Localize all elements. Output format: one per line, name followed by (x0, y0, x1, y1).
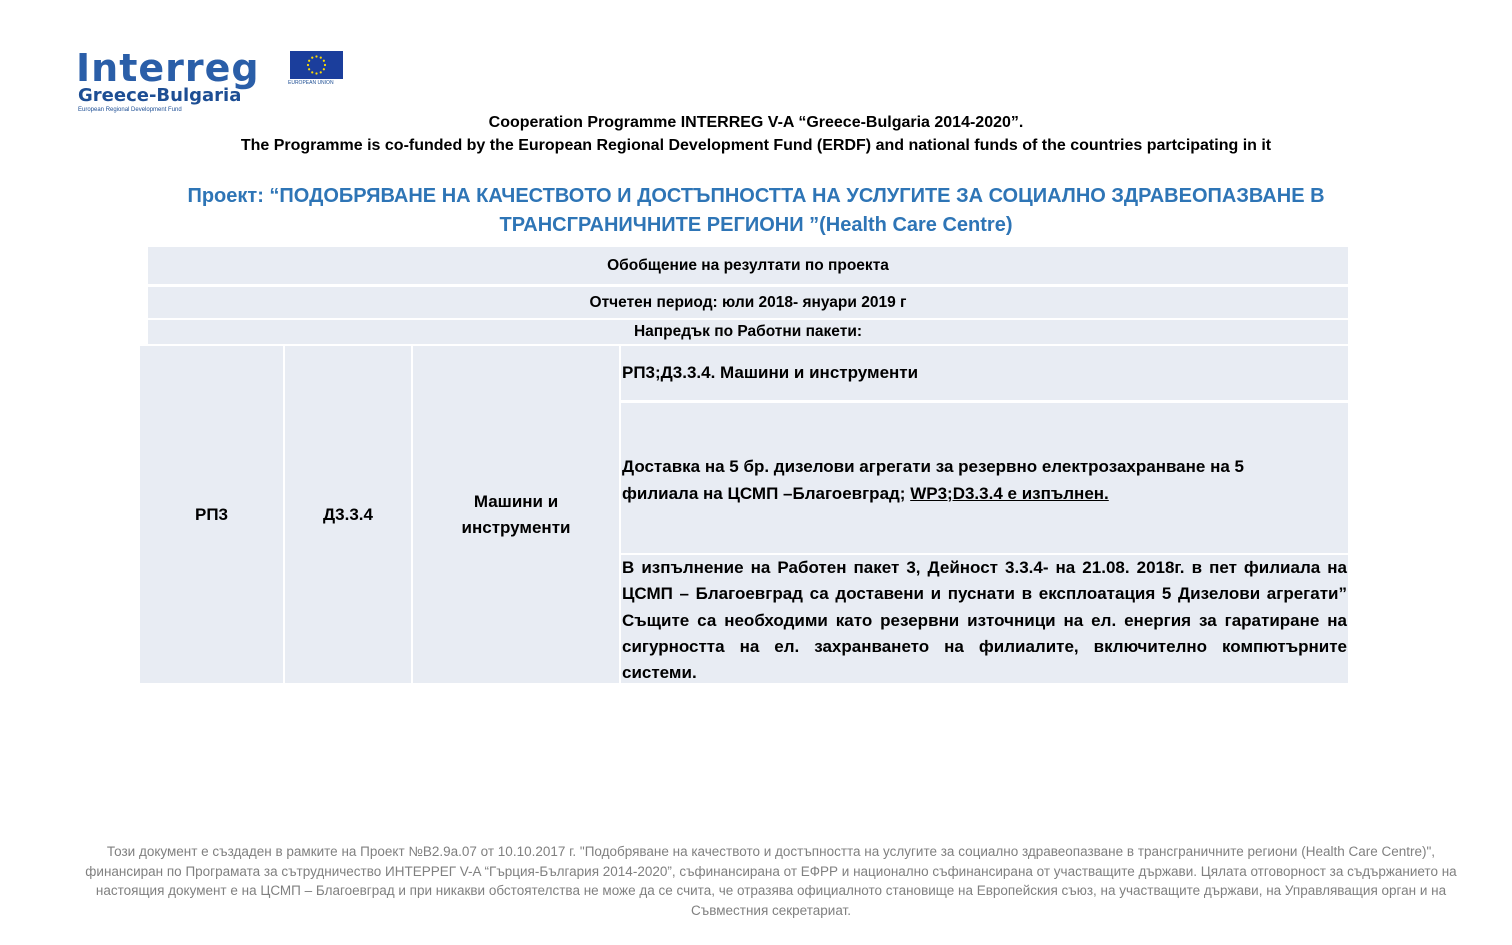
work-package-label: РП3 (194, 504, 228, 524)
row-implementation: В изпълнение на Работен пакет 3, Дейност 3.3.4- на 21.08. 2018г. в пет филиала на ЦСМП – Благоевград са доставени и пуснати в експлоатация 5 Дизелови агрегати” Същите са необходими като резервни източници на ел. енергия за гаратиране на сигурността на ел. захранването на филиалите, включително компютърните системи. (621, 555, 1348, 683)
eu-star-icon (315, 55, 317, 57)
eu-star-icon (311, 71, 313, 73)
programme-statement (0, 111, 1512, 157)
eu-star-icon (308, 68, 310, 70)
row-delivery (621, 403, 1348, 553)
delivery-status: WP3;D3.3.4 е изпълнен. (910, 484, 1109, 503)
work-package-cell (140, 346, 283, 683)
interreg-logo (76, 46, 356, 120)
programme-line-2: The Programme is co-funded by the European Regional Development Fund (ERDF) and national funds of the countries partcipating in it (240, 137, 1272, 154)
eu-flag-icon (290, 51, 343, 79)
logo-fund-text: European Regional Development Fund (78, 107, 182, 113)
item-cell (413, 346, 619, 683)
delivery-text: Доставка на 5 бр. дизелови агрегати за резервно електрозахранване на 5 филиала на ЦСМП –Благоевград; (622, 457, 1244, 503)
eu-star-icon (308, 60, 310, 62)
project-title: Проект: “ПОДОБРЯВАНЕ НА КАЧЕСТВОТО И ДОСТЪПНОСТТА НА УСЛУГИТЕ ЗА СОЦИАЛНО ЗДРАВЕОПАЗВАНЕ В ТРАНСГРАНИЧНИТЕ РЕГИОНИ ”(Health Care Centre) (187, 185, 1325, 236)
programme-line-1: Cooperation Programme INTERREG V-A “Greece-Bulgaria 2014-2020”. (488, 114, 1024, 131)
eu-star-icon (323, 68, 325, 70)
row-title: РП3;Д3.3.4. Машини и инструменти (621, 346, 1348, 400)
reporting-period: Отчетен период: юли 2018- януари 2019 г (148, 287, 1348, 318)
logo-wordmark: Interreg (76, 46, 260, 90)
item-label: Машини и инструменти (461, 491, 571, 537)
footer-disclaimer: Този документ е създаден в рамките на Проект №B2.9a.07 от 10.10.2017 г. "Подобряване на качеството и достъпността на услугите за социално здравеопазване в трансграничните региони (Health Care Centre)", финансиран по Програмата за сътрудничество ИНТЕРРЕГ V-A “Гърция-България 2014-2020”, съфинансирана от ЕФРР и национално съфинансирана от участващите държави. Цялата отговорност за съдържанието на настоящия документ е на ЦСМП – Благоевград и при никакви обстоятелства не може да се счита, че отразява официалното становище на Европейския съюз, на участващите държави, на Управляващия орган и на Съвместния секретариат. (85, 844, 1457, 918)
eu-star-icon (324, 64, 326, 66)
eu-star-icon (320, 57, 322, 59)
eu-star-icon (320, 71, 322, 73)
eu-star-icon (323, 60, 325, 62)
deliverable-label: Д3.3.4 (323, 504, 373, 524)
progress-heading: Напредък по Работни пакети: (148, 320, 1348, 344)
eu-label: EUROPEAN UNION (288, 80, 334, 86)
eu-star-icon (307, 64, 309, 66)
eu-star-icon (311, 57, 313, 59)
deliverable-cell (285, 346, 411, 683)
logo-region: Greece-Bulgaria (78, 85, 242, 106)
eu-star-icon (315, 72, 317, 74)
summary-heading: Обобщение на резултати по проекта (148, 247, 1348, 284)
